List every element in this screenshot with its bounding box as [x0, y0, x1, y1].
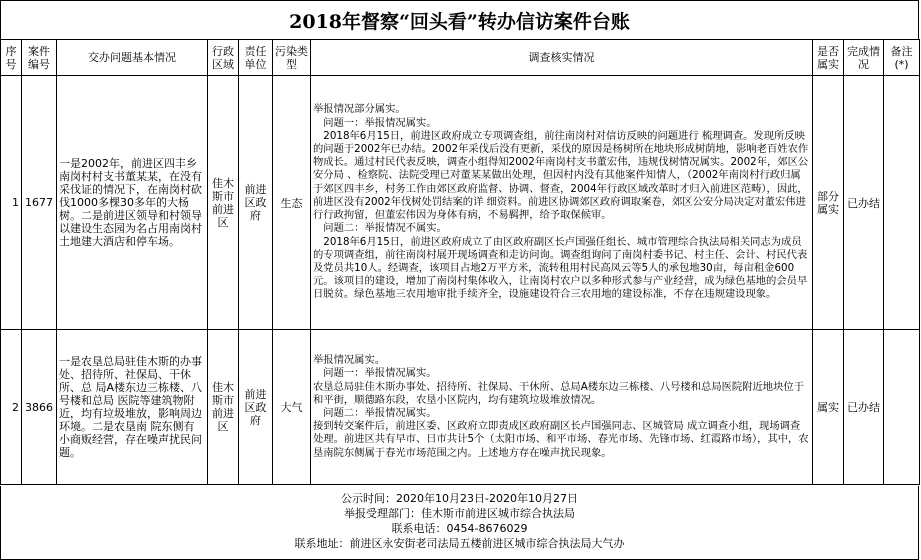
header-region: 行政区域 — [208, 40, 239, 76]
cell-unit: 前进区政府 — [239, 76, 273, 330]
header-pollution: 污染类型 — [273, 40, 311, 76]
cell-region: 佳木斯市前进区 — [208, 330, 239, 485]
header-unit: 责任单位 — [239, 40, 273, 76]
cell-status: 已办结 — [844, 76, 884, 330]
cell-issue: 一是2002年，前进区四丰乡南岗村村支书董某某，在没有采伐证的情况下，在南岗村砍伐1000多棵30多年的大杨树。二是前进区领导和村领导以建设生态园为名占用南岗村土地建大酒店和停车场。 — [57, 76, 208, 330]
cell-seq: 2 — [1, 330, 22, 485]
header-investigation: 调查核实情况 — [311, 40, 813, 76]
header-case-no: 案件编号 — [22, 40, 57, 76]
case-ledger-table — [0, 39, 920, 485]
investigation-line: 问题二：举报情况不属实。 — [323, 222, 447, 235]
cell-investigation — [311, 76, 813, 330]
cell-investigation — [311, 330, 813, 485]
cell-pollution: 生态 — [273, 76, 311, 330]
footer-phone: 联系电话：0454-8676029 — [391, 522, 528, 535]
header-issue: 交办问题基本情况 — [57, 40, 208, 76]
investigation-line: 2018年6月15日，前进区政府成立专项调查组，前往南岗村对信访反映的问题进行 梳理调查。发现所反映的问题于2002年已办结。2002年采伐后没有更新，采伐的原因是杨树所在地块形成树荫地，影响老百姓农作物成长。通过村民代表反映，调查小组得知2002年南岗村支书董宏伟，违规伐树情况属实。2002年，郊区公安分局 、检察院、法院受理已对董某某做出处理，但因村内没有其他案件知情人，（2002年南岗村行政归属于郊区四丰乡，村务工作由郊区政府监督、协调、督查，2004年行政区域改革时才归入前进区范畴），因此，前进区没有2002年伐树处罚结案的详 细资料。前进区协调郊区政府调取案卷，郊区公安分局决定对董宏伟进行行政拘留，但董宏伟因为身体有病，不易羁押，给予取保候审。 — [313, 129, 809, 222]
publicity-footer — [0, 486, 919, 560]
cell-verified: 部分属实 — [813, 76, 844, 330]
cell-status: 已办结 — [844, 330, 884, 485]
table-header-row — [1, 40, 920, 76]
investigation-line: 问题二：举报情况属实。 — [323, 407, 437, 419]
footer-department: 举报受理部门：佳木斯市前进区城市综合执法局 — [344, 507, 575, 520]
cell-region: 佳木斯市前进区 — [208, 76, 239, 330]
cell-note — [884, 76, 920, 330]
investigation-line: 问题一：举报情况属实。 — [323, 116, 437, 129]
header-note: 备注(*) — [884, 40, 920, 76]
page-title: 2018年督察“回头看”转办信访案件台账 — [0, 0, 919, 40]
header-seq: 序号 — [1, 40, 22, 76]
cell-case-no: 1677 — [22, 76, 57, 330]
header-status: 完成情况 — [844, 40, 884, 76]
investigation-line: 举报情况属实。 — [313, 354, 386, 367]
table-row — [1, 76, 920, 330]
cell-note — [884, 330, 920, 485]
cell-case-no: 3866 — [22, 330, 57, 485]
investigation-line: 举报情况部分属实。 — [313, 103, 406, 116]
cell-unit: 前进区政府 — [239, 330, 273, 485]
footer-period: 公示时间：2020年10月23日-2020年10月27日 — [341, 492, 578, 505]
investigation-line: 2018年6月15日，前进区政府成立了由区政府副区长卢国强任组长、城市管理综合执法局相关同志为成员的专项调查组，前往南岗村展开现场调查和走访问询。调查组询问了南岗村委书记、村主任、会计、村民代表及党员共10人。经调查，该项目占地2万平方米，流转租用村民高凤云等5人的承包地30亩，每亩租金600元。该项目的建设，增加了南岗村集体收入，让南岗村农户以多种形式参与产业经营，成为绿色基地的会员早日脱贫。绿色基地三农用地审批手续齐全，设施建设符合三农用地的建设标准，不存在违规建设现象。 — [313, 235, 808, 301]
investigation-line: 农垦总局驻佳木斯办事处、招待所、社保局、干休所、总局A楼东边三栋楼、八号楼和总局医院附近地块位于和平街，顺德路东段，农垦小区院内，均有建筑垃圾堆放情况。 — [313, 380, 804, 406]
cell-verified: 属实 — [813, 330, 844, 485]
table-row — [1, 330, 920, 485]
footer-address: 联系地址：前进区永安街老司法局五楼前进区城市综合执法局大气办 — [294, 537, 625, 550]
cell-pollution: 大气 — [273, 330, 311, 485]
cell-issue: 一是农垦总局驻佳木斯的办事处、招待所、社保局、干休所、总 局A楼东边三栋楼、八号楼和总局 医院等建筑物附近，均有垃圾堆放，影响周边环境。二是农垦南 院东侧有小商贩经营，存在噪声扰民问题。 — [57, 330, 208, 485]
cell-seq: 1 — [1, 76, 22, 330]
investigation-line: 问题一：举报情况属实。 — [323, 367, 437, 380]
investigation-line: 接到转交案件后，前进区委、区政府立即责成区政府副区长卢国强同志、区城管局 成立调查小组，现场调查处理。前进区共有早市、日市共计5个（太阳市场、和平市场、春光市场、先锋市场、红霞路市场），其中，农垦南院东侧属于春光市场范围之内。上述地方存在噪声扰民现象。 — [313, 420, 809, 459]
header-verified: 是否属实 — [813, 40, 844, 76]
